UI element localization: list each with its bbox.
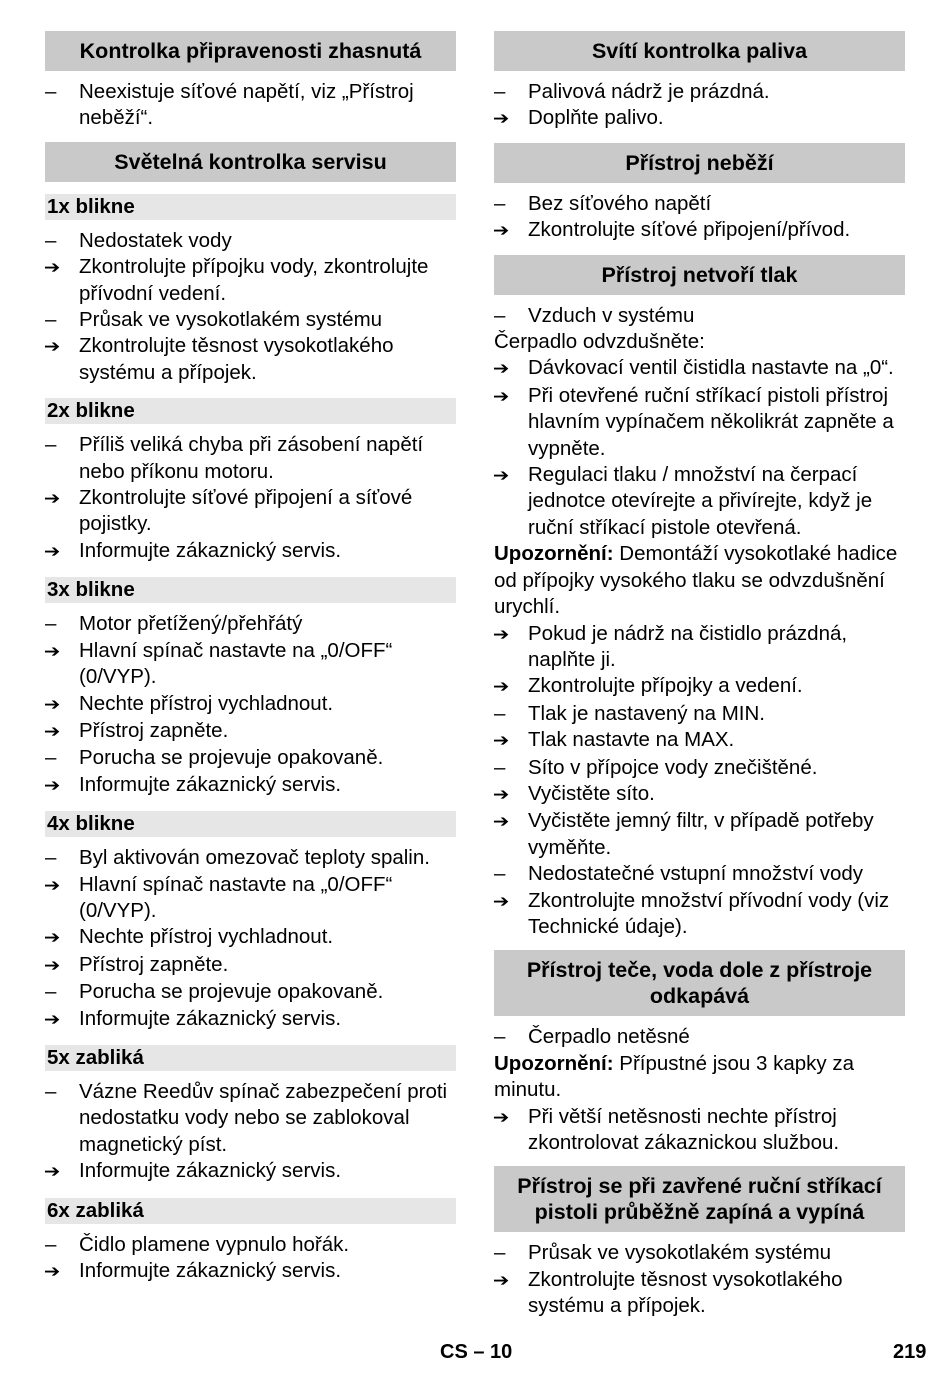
item-text: Informujte zákaznický servis. — [79, 1006, 342, 1030]
item-text: Palivová nádrž je prázdná. — [528, 80, 770, 103]
section-heading: Kontrolka připravenosti zhasnutá — [45, 31, 456, 71]
subsection-heading: 3x blikne — [45, 577, 456, 603]
item-text: Hlavní spínač nastavte na „0/OFF“ (0/VYP). — [79, 872, 393, 922]
cause-item — [45, 79, 456, 132]
item-text: Informujte zákaznický servis. — [79, 1159, 342, 1183]
subsection-heading: 4x blikne — [45, 811, 456, 837]
item-text: Zkontrolujte těsnost vysokotlakého systému a přípojek. — [528, 1267, 843, 1318]
arrow-right-icon: ➔ — [43, 955, 61, 975]
action-item — [45, 1006, 456, 1033]
item-text: Porucha se projevuje opakovaně. — [79, 980, 384, 1004]
cause-item — [494, 1240, 905, 1266]
section-heading: Přístroj se při zavřené ruční stříkací pistoli průběžně zapíná a vypíná — [494, 1166, 905, 1232]
section-body — [494, 1240, 905, 1319]
cause-item — [494, 191, 905, 217]
note-paragraph — [494, 1051, 905, 1104]
item-text: Neexistuje síťové napětí, viz „Přístroj neběží“. — [79, 80, 414, 130]
action-item — [494, 808, 905, 861]
arrow-right-icon: ➔ — [492, 784, 510, 804]
item-text: Nedostatečné vstupní množství vody — [528, 862, 864, 886]
item-text: Příliš veliká chyba při zásobení napětí nebo příkonu motoru. — [79, 433, 424, 483]
subsection-heading: 6x zabliká — [45, 1198, 456, 1224]
item-text: Tlak nastavte na MAX. — [528, 728, 735, 752]
note-paragraph — [494, 541, 905, 620]
section-body — [45, 611, 456, 799]
arrow-right-icon: ➔ — [43, 721, 61, 741]
item-text: Nechte přístroj vychladnout. — [79, 925, 334, 949]
action-item — [45, 691, 456, 718]
section-heading: Svítí kontrolka paliva — [494, 31, 905, 71]
dash-bullet: – — [45, 612, 57, 636]
dash-bullet: – — [494, 80, 506, 103]
arrow-right-icon: ➔ — [492, 109, 510, 129]
arrow-right-icon: ➔ — [43, 258, 61, 278]
cause-item — [45, 611, 456, 637]
arrow-right-icon: ➔ — [43, 641, 61, 661]
item-text: Průsak ve vysokotlakém systému — [79, 308, 383, 332]
item-text: Zkontrolujte přípojky a vedení. — [528, 674, 803, 698]
arrow-right-icon: ➔ — [43, 928, 61, 948]
action-item — [494, 462, 905, 541]
arrow-right-icon: ➔ — [492, 466, 510, 486]
cause-item — [45, 745, 456, 771]
arrow-right-icon: ➔ — [43, 489, 61, 509]
arrow-right-icon: ➔ — [492, 359, 510, 379]
action-item — [45, 254, 456, 307]
dash-bullet: – — [45, 80, 57, 103]
cause-item — [45, 432, 456, 485]
item-text: Zkontrolujte množství přívodní vody (viz Technické údaje). — [528, 888, 890, 938]
arrow-right-icon: ➔ — [43, 337, 61, 357]
arrow-right-icon: ➔ — [492, 1107, 510, 1127]
arrow-right-icon: ➔ — [492, 812, 510, 832]
action-item — [45, 952, 456, 979]
item-text: Zkontrolujte těsnost vysokotlakého systému a přípojek. — [79, 334, 394, 384]
subsection-heading: 2x blikne — [45, 398, 456, 424]
section-heading: Přístroj teče, voda dole z přístroje odkapává — [494, 950, 905, 1016]
cause-item — [494, 79, 905, 105]
cause-item — [494, 701, 905, 727]
section-heading: Přístroj netvoří tlak — [494, 255, 905, 295]
cause-item — [45, 1232, 456, 1258]
right-column — [494, 31, 905, 1330]
arrow-right-icon: ➔ — [43, 775, 61, 795]
dash-bullet: – — [494, 862, 506, 886]
cause-item — [494, 861, 905, 887]
item-text: Dávkovací ventil čistidla nastavte na „0“. — [528, 356, 894, 380]
arrow-right-icon: ➔ — [492, 891, 510, 911]
section-heading: Přístroj neběží — [494, 143, 905, 183]
item-text: Informujte zákaznický servis. — [79, 538, 342, 562]
dash-bullet: – — [45, 308, 57, 332]
action-item — [494, 105, 905, 132]
item-text: Zkontrolujte síťové připojení/přívod. — [528, 218, 851, 242]
arrow-right-icon: ➔ — [492, 624, 510, 644]
note-label: Upozornění: — [494, 1051, 614, 1075]
arrow-right-icon: ➔ — [492, 731, 510, 751]
section-body — [494, 303, 905, 941]
item-text: Přístroj zapněte. — [79, 952, 229, 976]
action-item — [494, 888, 905, 941]
item-text: Vyčistěte jemný filtr, v případě potřeby vyměňte. — [528, 809, 874, 859]
item-text: Při větší netěsnosti nechte přístroj zkontrolovat zákaznickou službou. — [528, 1104, 840, 1154]
item-text: Přístroj zapněte. — [79, 718, 229, 742]
item-text: Vázne Reedův spínač zabezpečení proti nedostatku vody nebo se zablokoval magnetický píst. — [79, 1079, 448, 1156]
item-text: Byl aktivován omezovač teploty spalin. — [79, 846, 430, 870]
dash-bullet: – — [494, 1025, 506, 1049]
action-item — [45, 1258, 456, 1285]
item-text: Zkontrolujte síťové připojení a síťové pojistky. — [79, 486, 413, 536]
item-text: Regulaci tlaku / množství na čerpací jednotce otevírejte a přivírejte, když je ruční stříkací pistole otevřená. — [528, 463, 873, 539]
section-body — [45, 432, 456, 565]
cause-item — [45, 307, 456, 333]
item-text: Tlak je nastavený na MIN. — [528, 701, 765, 725]
action-item — [494, 383, 905, 462]
dash-bullet: – — [494, 191, 506, 215]
item-text: Průsak ve vysokotlakém systému — [528, 1241, 832, 1265]
item-text: Síto v přípojce vody znečištěné. — [528, 755, 818, 779]
action-item — [45, 638, 456, 691]
item-text: Čerpadlo netěsné — [528, 1025, 690, 1049]
cause-item — [45, 1079, 456, 1158]
paragraph: Čerpadlo odvzdušněte: — [494, 330, 705, 354]
cause-item — [494, 1024, 905, 1050]
cause-item — [45, 979, 456, 1005]
cause-item — [494, 755, 905, 781]
arrow-right-icon: ➔ — [43, 1009, 61, 1029]
item-text: Čidlo plamene vypnulo hořák. — [79, 1232, 350, 1256]
action-item — [494, 355, 905, 382]
action-item — [494, 621, 905, 674]
section-body — [45, 1232, 456, 1286]
action-item — [494, 727, 905, 754]
item-text: Doplňte palivo. — [528, 106, 664, 130]
item-text: Vzduch v systému — [528, 303, 695, 327]
note-label: Upozornění: — [494, 542, 614, 566]
item-text: Nechte přístroj vychladnout. — [79, 691, 334, 715]
action-item — [45, 1158, 456, 1185]
note-text: Přípustné jsou 3 kapky za minutu. — [494, 1051, 855, 1102]
cause-item — [494, 303, 905, 329]
item-text: Hlavní spínač nastavte na „0/OFF“ (0/VYP). — [79, 638, 393, 689]
arrow-right-icon: ➔ — [43, 694, 61, 714]
dash-bullet: – — [45, 980, 57, 1004]
action-item — [494, 1267, 905, 1320]
dash-bullet: – — [494, 1241, 506, 1265]
arrow-right-icon: ➔ — [43, 1162, 61, 1182]
section-body — [45, 1079, 456, 1186]
dash-bullet: – — [45, 746, 57, 770]
dash-bullet: – — [494, 701, 506, 725]
action-item — [45, 485, 456, 538]
action-item — [45, 333, 456, 386]
left-column — [45, 31, 456, 1295]
item-text: Při otevřené ruční stříkací pistoli přístroj hlavním vypínačem několikrát zapněte a vypněte. — [528, 383, 894, 460]
dash-bullet: – — [45, 1232, 57, 1256]
dash-bullet: – — [494, 755, 506, 779]
action-item — [45, 924, 456, 951]
section-body — [494, 79, 905, 133]
item-text: Porucha se projevuje opakovaně. — [79, 746, 384, 770]
section-body — [45, 79, 456, 132]
section-body — [45, 845, 456, 1033]
action-item — [494, 781, 905, 808]
action-item — [494, 673, 905, 700]
arrow-right-icon: ➔ — [492, 386, 510, 406]
item-text: Bez síťového napětí — [528, 191, 712, 215]
arrow-right-icon: ➔ — [492, 677, 510, 697]
dash-bullet: – — [45, 1079, 57, 1103]
arrow-right-icon: ➔ — [43, 541, 61, 561]
action-item — [45, 538, 456, 565]
section-body — [494, 191, 905, 245]
subsection-heading: 5x zabliká — [45, 1045, 456, 1071]
item-text: Motor přetížený/přehřátý — [79, 612, 303, 636]
cause-item — [45, 845, 456, 871]
action-item — [494, 217, 905, 244]
section-body — [494, 1024, 905, 1156]
action-item — [45, 718, 456, 745]
arrow-right-icon: ➔ — [43, 1262, 61, 1281]
dash-bullet: – — [494, 303, 506, 327]
page-number: 219 — [893, 1341, 927, 1363]
section-body — [45, 228, 456, 386]
action-item — [45, 872, 456, 925]
action-item — [494, 1104, 905, 1157]
note-text: Demontáží vysokotlaké hadice od přípojky vysokého tlaku se odvzdušnění urychlí. — [494, 542, 898, 619]
item-text: Zkontrolujte přípojku vody, zkontrolujte přívodní vedení. — [79, 255, 429, 305]
item-text: Nedostatek vody — [79, 228, 232, 252]
dash-bullet: – — [45, 433, 57, 457]
item-text: Informujte zákaznický servis. — [79, 772, 342, 796]
arrow-right-icon: ➔ — [43, 875, 61, 895]
action-item — [45, 772, 456, 799]
item-text: Pokud je nádrž na čistidlo prázdná, naplňte ji. — [528, 621, 848, 671]
item-text: Informujte zákaznický servis. — [79, 1259, 342, 1282]
section-heading: Světelná kontrolka servisu — [45, 142, 456, 182]
dash-bullet: – — [45, 228, 57, 252]
footer-section-label: CS – 10 — [440, 1341, 513, 1363]
arrow-right-icon: ➔ — [492, 221, 510, 241]
subsection-heading: 1x blikne — [45, 194, 456, 220]
dash-bullet: – — [45, 846, 57, 870]
cause-item — [45, 228, 456, 254]
arrow-right-icon: ➔ — [492, 1270, 510, 1290]
item-text: Vyčistěte síto. — [528, 781, 655, 805]
